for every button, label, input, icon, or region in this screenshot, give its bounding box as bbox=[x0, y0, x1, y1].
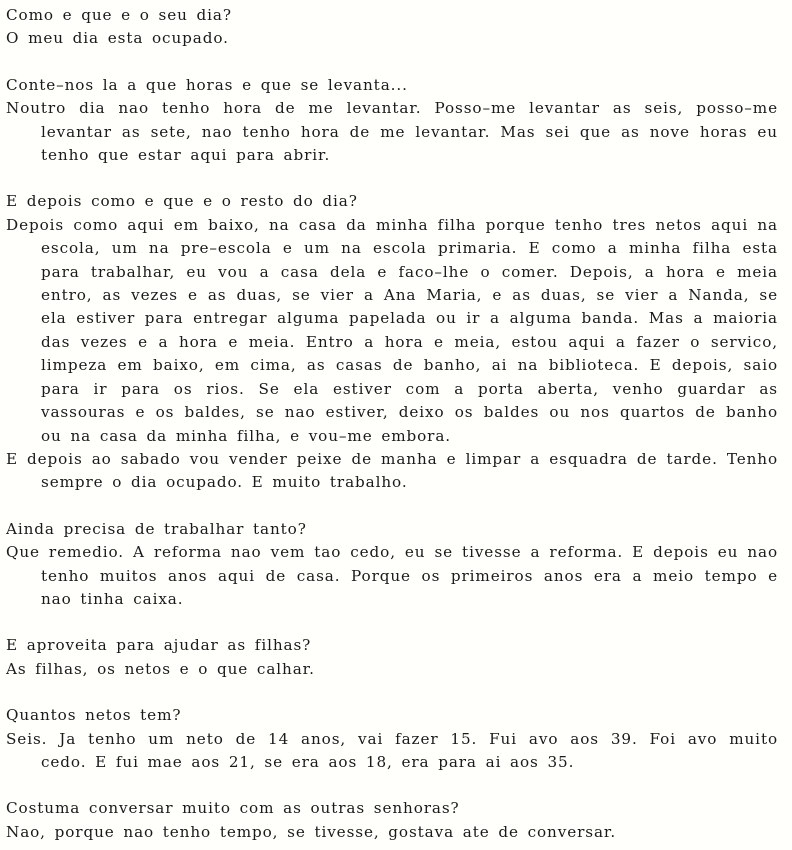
qa-block bbox=[6, 704, 778, 774]
qa-block bbox=[6, 4, 778, 51]
question: Costuma conversar muito com as outras senhoras? bbox=[6, 799, 460, 818]
question: E depois como e que e o resto do dia? bbox=[6, 192, 358, 211]
question: Ainda precisa de trabalhar tanto? bbox=[6, 519, 307, 538]
question: Conte–nos la a que horas e que se levanta... bbox=[6, 75, 408, 94]
question: Como e que e o seu dia? bbox=[6, 6, 232, 24]
question: Quantos netos tem? bbox=[6, 706, 182, 725]
answer: Nao, porque nao tenho tempo, se tivesse, gostava ate de conversar. bbox=[6, 822, 617, 841]
answer: O meu dia esta ocupado. bbox=[6, 29, 229, 48]
answer: Seis. Ja tenho um neto de 14 anos, vai fazer 15. Fui avo aos 39. Foi avo muito cedo. E fui mae aos 21, se era aos 18, era para ai aos 35. bbox=[6, 729, 778, 771]
answer: E depois ao sabado vou vender peixe de manha e limpar a esquadra de tarde. Tenho sempre o dia ocupado. E muito trabalho. bbox=[6, 449, 778, 492]
qa-block bbox=[6, 74, 778, 168]
answer: Que remedio. A reforma nao vem tao cedo, eu se tivesse a reforma. E depois eu nao tenho muitos anos aqui de casa. Porque os primeiros anos era a meio tempo e nao tinha caixa. bbox=[6, 543, 778, 608]
question: E aproveita para ajudar as filhas? bbox=[6, 636, 312, 655]
answer: Noutro dia nao tenho hora de me levantar. Posso–me levantar as seis, posso–me levantar as sete, nao tenho hora de me levantar. Mas sei que as nove horas eu tenho que estar aqui para abrir. bbox=[6, 99, 778, 165]
qa-block bbox=[6, 518, 778, 612]
answer: As filhas, os netos e o que calhar. bbox=[6, 659, 315, 678]
qa-block bbox=[6, 634, 778, 681]
qa-block bbox=[6, 190, 778, 494]
qa-block bbox=[6, 797, 778, 844]
answer: Depois como aqui em baixo, na casa da minha filha porque tenho tres netos aqui na escola, um na pre–escola e um na escola primaria. E como a minha filha esta para trabalhar, eu vou a casa dela e faco–lhe o comer. Depois, a hora e meia entro, as vezes e as duas, se vier a Ana Maria, e as duas, se vier a Nanda, se ela estiver para entregar alguma papelada ou ir a alguma banda. Mas a maioria das vezes e a hora e meia. Entro a hora e meia, estou aqui a fazer o servico, limpeza em baixo, em cima, as casas de banho, ai na biblioteca. E depois, saio para ir para os rios. Se ela estiver com a porta aberta, venho guardar as vassouras e os baldes, se nao estiver, deixo os baldes ou nos quartos de banho ou na casa da minha filha, e vou–me embora. bbox=[6, 215, 778, 445]
